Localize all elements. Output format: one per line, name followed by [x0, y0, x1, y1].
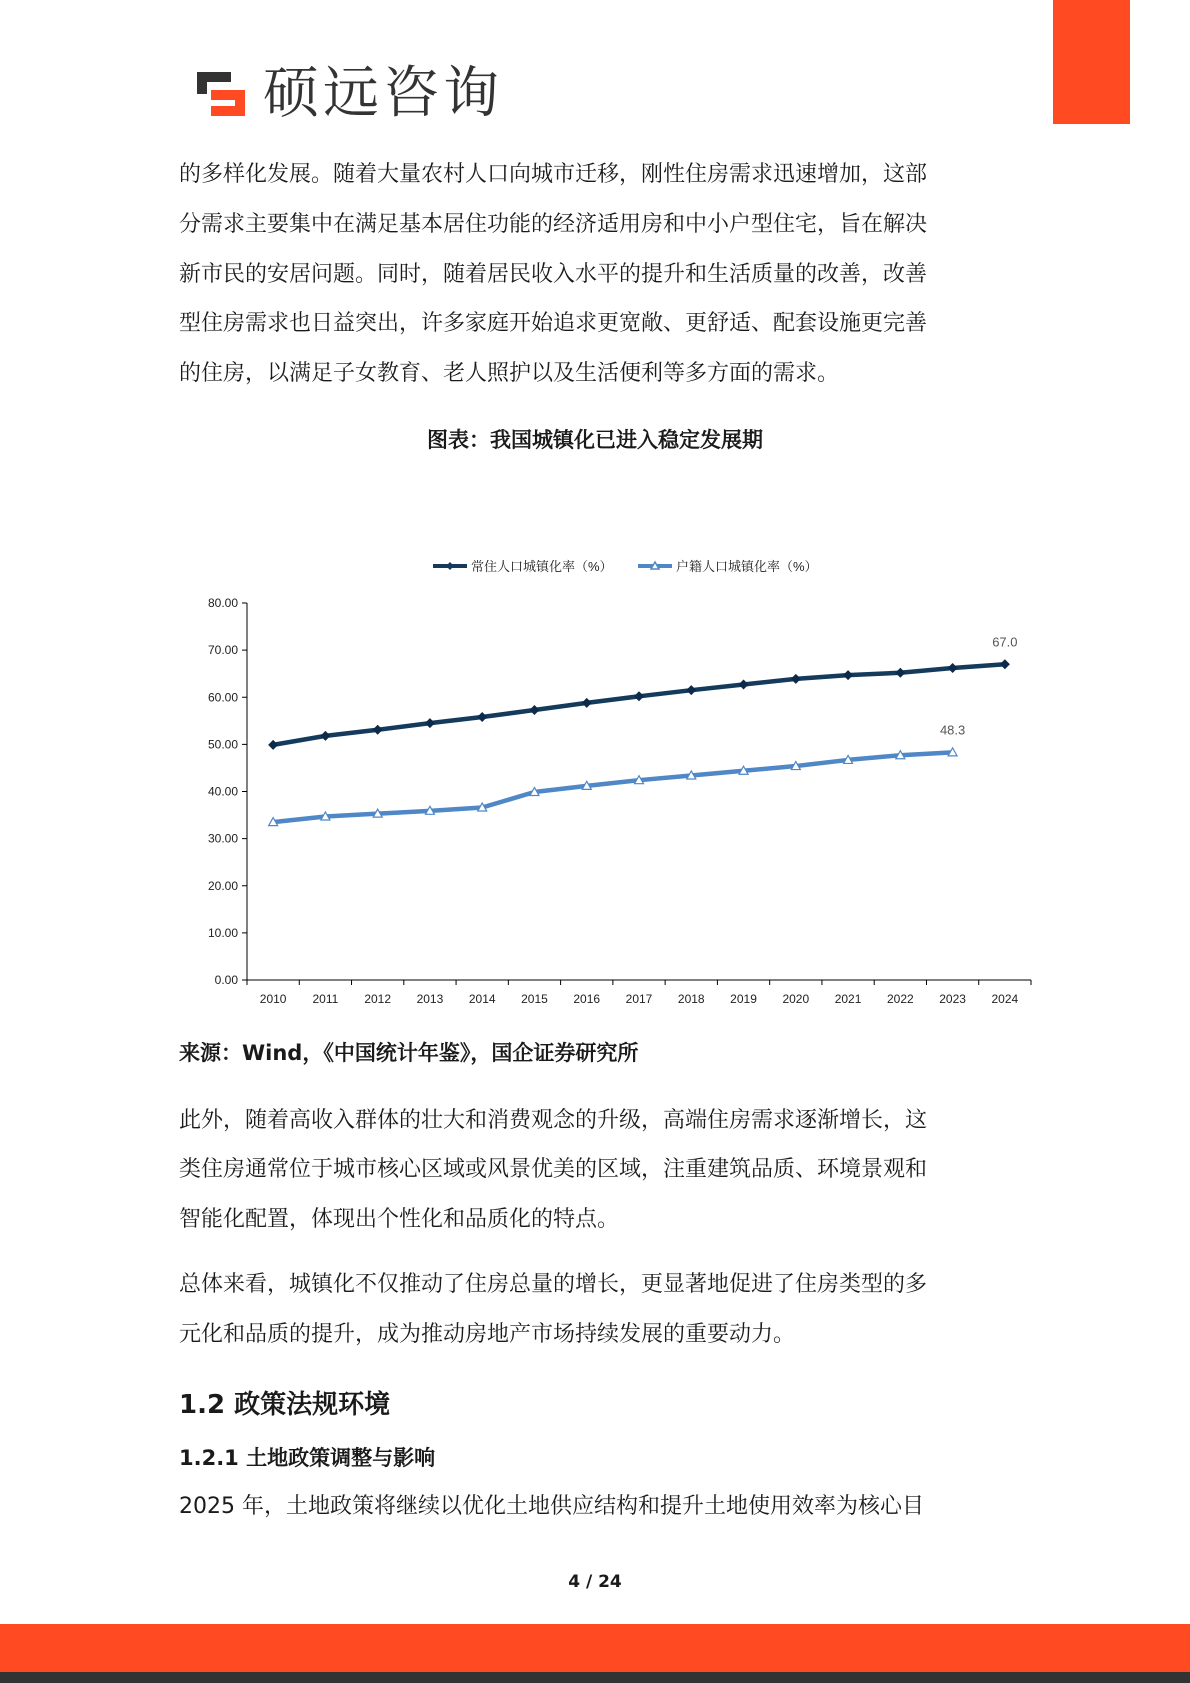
x-tick-label: 2019	[730, 992, 757, 1006]
data-point	[739, 680, 749, 690]
paragraph-line: 总体来看，城镇化不仅推动了住房总量的增长，更显著地促进了住房类型的多	[179, 1272, 928, 1297]
data-point	[529, 705, 539, 715]
data-point	[895, 668, 905, 678]
paragraph-line: 分需求主要集中在满足基本居住功能的经济适用房和中小户型住宅，旨在解决	[179, 212, 928, 237]
y-tick-label: 10.00	[207, 925, 238, 940]
data-point	[791, 674, 801, 684]
y-tick-label: 50.00	[207, 737, 238, 752]
paragraph-line: 元化和品质的提升，成为推动房地产市场持续发展的重要动力。	[179, 1322, 796, 1347]
x-tick-label: 2015	[521, 992, 548, 1006]
x-tick-label: 2018	[677, 992, 705, 1006]
paragraph-line: 新市民的安居问题。同时，随着居民收入水平的提升和生活质量的改善，改善	[179, 262, 928, 287]
y-tick-label: 60.00	[207, 690, 238, 705]
y-tick-label: 20.00	[207, 878, 238, 893]
brand-name: 硕远咨询	[263, 61, 503, 126]
paragraph-line: 的住房，以满足子女教育、老人照护以及生活便利等多方面的需求。	[179, 361, 840, 386]
figure-source: 来源：Wind，《中国统计年鉴》，国企证券研究所	[179, 1041, 639, 1065]
page-number: 4 / 24	[568, 1572, 622, 1592]
y-tick-label: 40.00	[207, 784, 238, 799]
footer-dark-strip	[0, 1672, 1190, 1683]
data-point	[373, 725, 383, 735]
urbanization-line-chart	[170, 550, 1050, 1020]
x-tick-label: 2014	[468, 992, 496, 1006]
x-tick-label: 2021	[834, 992, 862, 1006]
data-label: 48.3	[939, 722, 966, 738]
data-point	[948, 663, 958, 673]
legend-label: 常住人口城镇化率（%）	[471, 559, 613, 574]
x-tick-label: 2012	[364, 992, 392, 1006]
x-tick-label: 2020	[782, 992, 810, 1006]
x-tick-label: 2013	[416, 992, 444, 1006]
data-label: 67.0	[992, 634, 1018, 650]
series-line	[273, 664, 1005, 745]
data-point	[1000, 659, 1010, 669]
data-point	[477, 712, 487, 722]
legend-diamond-marker	[446, 562, 454, 570]
y-tick-label: 80.00	[207, 596, 238, 610]
data-point	[425, 718, 435, 728]
data-point	[634, 691, 644, 701]
brand-mark-icon	[193, 66, 249, 122]
footer-accent-bar	[0, 1624, 1190, 1672]
x-tick-label: 2017	[625, 992, 653, 1006]
legend-triangle-marker	[651, 562, 659, 569]
data-point	[686, 685, 696, 695]
section-heading: 1.2 政策法规环境	[179, 1390, 391, 1420]
corner-accent-tab	[1053, 0, 1130, 124]
legend-label: 户籍人口城镇化率（%）	[676, 559, 818, 574]
paragraph-line: 型住房需求也日益突出，许多家庭开始追求更宽敞、更舒适、配套设施更完善	[179, 311, 928, 336]
x-tick-label: 2010	[259, 992, 287, 1006]
x-tick-label: 2022	[886, 992, 914, 1006]
subsection-heading: 1.2.1 土地政策调整与影响	[179, 1446, 436, 1470]
figure-title: 图表：我国城镇化已进入稳定发展期	[427, 428, 763, 452]
paragraph-line: 此外，随着高收入群体的壮大和消费观念的升级，高端住房需求逐渐增长，这	[179, 1108, 928, 1133]
data-point	[320, 731, 330, 741]
paragraph-4: 2025 年，土地政策将继续以优化土地供应结构和提升土地使用效率为核心目	[179, 1494, 924, 1519]
paragraph-line: 智能化配置，体现出个性化和品质化的特点。	[179, 1207, 620, 1232]
data-point	[843, 670, 853, 680]
data-point	[582, 698, 592, 708]
x-tick-label: 2024	[991, 992, 1019, 1006]
x-tick-label: 2016	[573, 992, 601, 1006]
x-tick-label: 2023	[939, 992, 966, 1006]
y-tick-label: 30.00	[207, 831, 238, 846]
brand-logo	[193, 61, 503, 126]
x-tick-label: 2011	[312, 992, 339, 1006]
paragraph-line: 的多样化发展。随着大量农村人口向城市迁移，刚性住房需求迅速增加，这部	[179, 162, 928, 187]
y-tick-label: 70.00	[207, 643, 238, 658]
data-point	[268, 740, 278, 750]
paragraph-line: 类住房通常位于城市核心区域或风景优美的区域，注重建筑品质、环境景观和	[179, 1157, 928, 1182]
y-tick-label: 0.00	[214, 973, 238, 987]
